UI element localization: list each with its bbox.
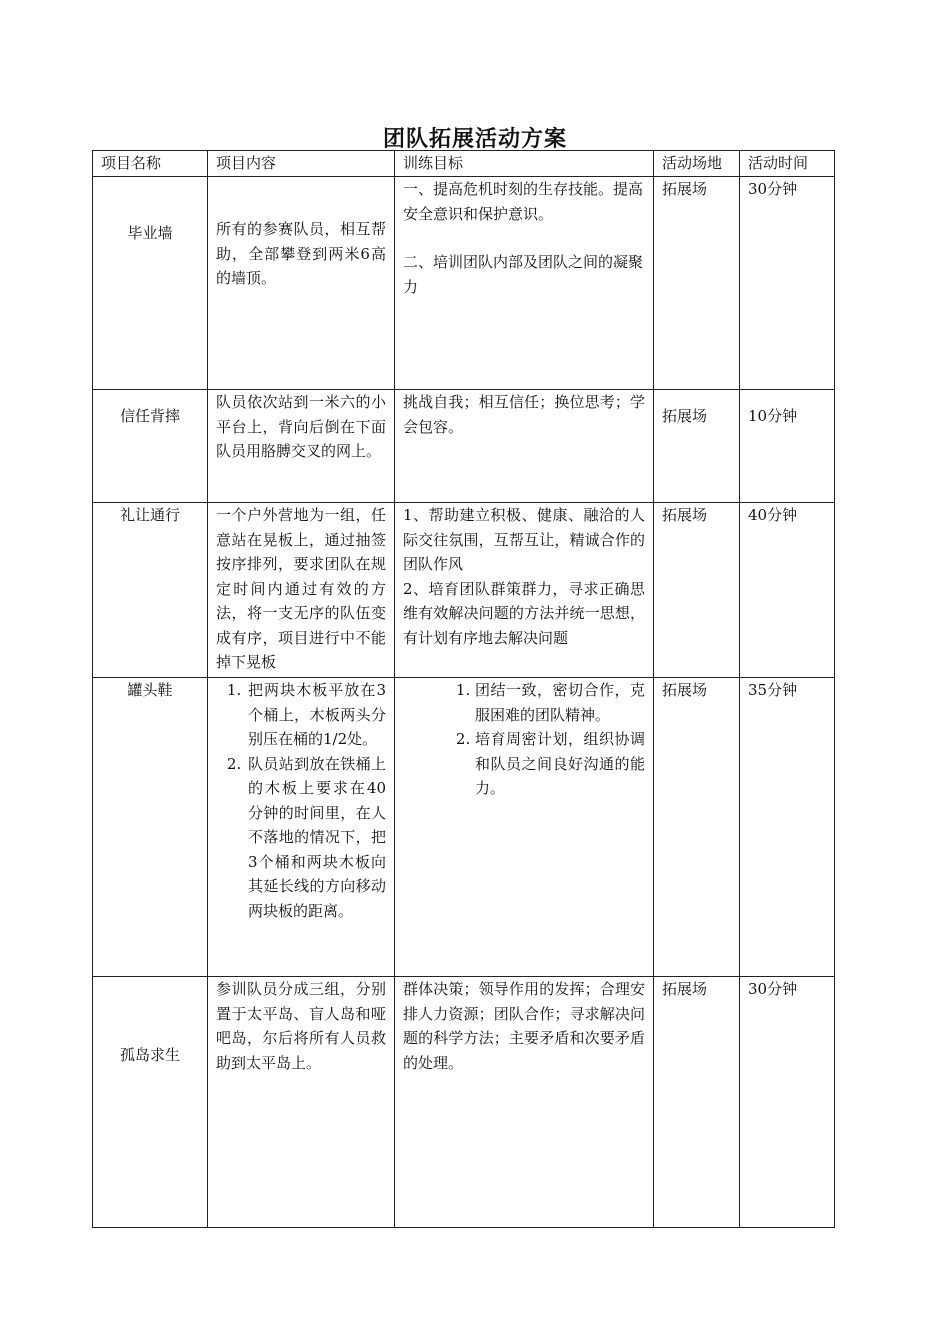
activity-plan-table	[92, 150, 835, 1228]
activity-content: 一个户外营地为一组，任意站在晃板上，通过抽签按序排列，要求团队在规定时间内通过有效的方法，将一支无序的队伍变成有序，项目进行中不能掉下晃板	[208, 503, 395, 678]
activity-name: 毕业墙	[93, 177, 208, 390]
activity-content	[208, 678, 395, 977]
activity-place: 拓展场	[654, 177, 740, 390]
list-item: 1. 把两块木板平放在3个桶上，木板两头分别压在桶的1/2处。	[246, 678, 386, 752]
activity-goal: 挑战自我；相互信任；换位思考；学会包容。	[395, 390, 654, 503]
header-place: 活动场地	[654, 151, 740, 177]
activity-content: 队员依次站到一米六的小平台上，背向后倒在下面队员用胳膊交叉的网上。	[208, 390, 395, 503]
goal-line: 一、提高危机时刻的生存技能。提高安全意识和保护意识。	[403, 180, 644, 223]
header-goal: 训练目标	[395, 151, 654, 177]
table-row	[93, 503, 835, 678]
goal-line: 二、培训团队内部及团队之间的凝聚力	[403, 253, 644, 296]
activity-place: 拓展场	[654, 977, 740, 1228]
header-name: 项目名称	[93, 151, 208, 177]
activity-name: 信任背摔	[93, 390, 208, 503]
list-item: 2. 队员站到放在铁桶上的木板上要求在40分钟的时间里，在人不落地的情况下，把3个桶和两块木板向其延长线的方向移动两块板的距离。	[246, 752, 386, 924]
activity-goal	[395, 678, 654, 977]
activity-name: 孤岛求生	[93, 977, 208, 1228]
activity-time: 35分钟	[740, 678, 835, 977]
activity-place: 拓展场	[654, 390, 740, 503]
header-time: 活动时间	[740, 151, 835, 177]
activity-content: 所有的参赛队员，相互帮助，全部攀登到两米6高的墙顶。	[208, 177, 395, 390]
activity-name: 罐头鞋	[93, 678, 208, 977]
activity-time: 30分钟	[740, 177, 835, 390]
table-row	[93, 678, 835, 977]
activity-goal	[395, 503, 654, 678]
goal-line: 2、培育团队群策群力，寻求正确思维有效解决问题的方法并统一思想，有计划有序地去解决问题	[403, 579, 645, 647]
activity-goal: 群体决策；领导作用的发挥；合理安排人力资源；团队合作；寻求解决问题的科学方法；主要矛盾和次要矛盾的处理。	[395, 977, 654, 1228]
header-content: 项目内容	[208, 151, 395, 177]
table-row	[93, 177, 835, 390]
activity-place: 拓展场	[654, 503, 740, 678]
activity-name: 礼让通行	[93, 503, 208, 678]
list-item: 2. 培育周密计划，组织协调和队员之间良好沟通的能力。	[475, 727, 645, 801]
document-title: 团队拓展活动方案	[382, 126, 567, 152]
goal-line: 1、帮助建立积极、健康、融洽的人际交往氛围，互帮互让，精诚合作的团队作风	[403, 506, 645, 573]
list-item: 1. 团结一致，密切合作，克服困难的团队精神。	[475, 678, 645, 727]
table-row	[93, 390, 835, 503]
activity-content: 参训队员分成三组，分别置于太平岛、盲人岛和哑吧岛，尔后将所有人员救助到太平岛上。	[208, 977, 395, 1228]
table-header-row	[93, 151, 835, 177]
activity-time: 10分钟	[740, 390, 835, 503]
table-row	[93, 977, 835, 1228]
activity-time: 40分钟	[740, 503, 835, 678]
activity-goal	[395, 177, 654, 390]
activity-place: 拓展场	[654, 678, 740, 977]
activity-time: 30分钟	[740, 977, 835, 1228]
